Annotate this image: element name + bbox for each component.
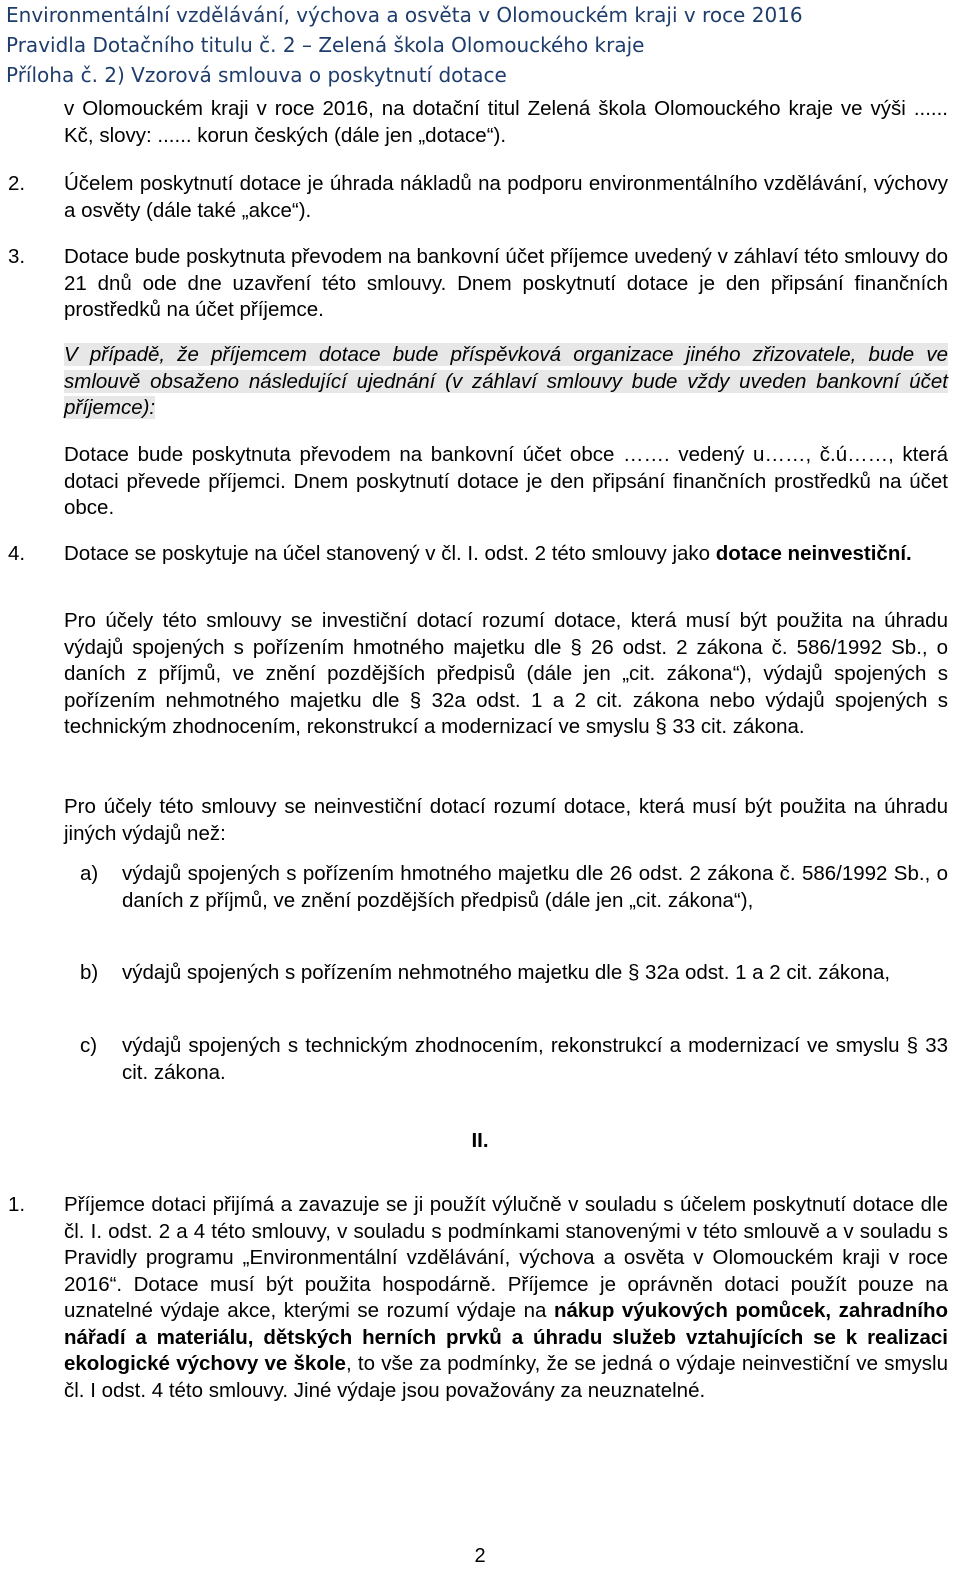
non-investment-definition: Pro účely této smlouvy se neinvestiční dotací rozumí dotace, která musí být použita na úhradu jiných výdajů než: bbox=[64, 795, 948, 845]
list-b-text: výdajů spojených s pořízením nehmotného majetku dle § 32a odst. 1 a 2 cit. zákona, bbox=[122, 961, 891, 984]
item-3-note bbox=[64, 342, 948, 422]
page-number: 2 bbox=[474, 1545, 486, 1567]
item-3-clause: Dotace bude poskytnuta převodem na bankovní účet obce ……. vedený u……, č.ú……, která dotaci převede příjemci. Dnem poskytnutí dotace je den připsání finančních prostředků na účet obce. bbox=[64, 443, 948, 519]
section-heading: II. bbox=[471, 1129, 489, 1152]
header-rules: Pravidla Dotačního titulu č. 2 – Zelená škola Olomouckého kraje bbox=[6, 33, 645, 57]
item-4-text-plain: Dotace se poskytuje na účel stanovený v čl. I. odst. 2 této smlouvy jako bbox=[64, 542, 716, 565]
header-attachment: Příloha č. 2) Vzorová smlouva o poskytnutí dotace bbox=[6, 63, 507, 87]
list-c-text: výdajů spojených s technickým zhodnocením, rekonstrukcí a modernizací ve smyslu § 33 cit. zákona. bbox=[122, 1034, 948, 1084]
section-2-item-1-number: 1. bbox=[8, 1193, 26, 1216]
s2-text-a: Příjemce dotaci přijímá a zavazuje se ji použít výlučně v souladu s účelem poskytnutí dotace dle čl. I. odst. 2 a 4 této smlouvy, v souladu s podmínkami stanovenými v této smlouvě a v souladu s Pravidly programu „Environmentální vzdělávání, výchova a osvěta v Olomouckém kraji v roce 2016“. Dotace musí být použita hospodárně. Příjemce je oprávněn dotaci použít pouze na uznatelné výdaje akce, kterými se rozumí výdaje na bbox=[64, 1193, 948, 1322]
item-3-text: Dotace bude poskytnuta převodem na bankovní účet příjemce uvedený v záhlaví této smlouvy do 21 dnů ode dne uzavření této smlouvy. Dnem poskytnutí dotace je den připsání finančních prostředků na účet příjemce. bbox=[64, 245, 948, 321]
list-a-label: a) bbox=[80, 862, 99, 885]
section-2-item-1-text bbox=[64, 1192, 948, 1404]
item-2-number: 2. bbox=[8, 172, 26, 195]
list-a-text: výdajů spojených s pořízením hmotného majetku dle 26 odst. 2 zákona č. 586/1992 Sb., o daních z příjmů, ve znění pozdějších předpisů (dále jen „cit. zákona“), bbox=[122, 862, 948, 912]
page-header bbox=[6, 0, 803, 90]
list-c-label: c) bbox=[80, 1034, 98, 1057]
item-3-number: 3. bbox=[8, 245, 26, 268]
item-4-text-bold: dotace neinvestiční. bbox=[715, 542, 912, 565]
item-2-text: Účelem poskytnutí dotace je úhrada nákladů na podporu environmentálního vzdělávání, výchovy a osvěty (dále také „akce“). bbox=[64, 172, 948, 222]
s2-text-b: , to vše za podmínky, že se jedná o výdaje neinvestiční ve smyslu čl. I odst. 4 této smlouvy. Jiné výdaje jsou považovány za neuznatelné. bbox=[64, 1352, 948, 1402]
item-4-text bbox=[64, 541, 948, 568]
list-b-label: b) bbox=[80, 961, 99, 984]
item-3-note-text: V případě, že příjemcem dotace bude příspěvková organizace jiného zřizovatele, bude ve smlouvě obsaženo následující ujednání (v záhlaví smlouvy bude vždy uveden bankovní účet příjemce): bbox=[64, 343, 948, 419]
investment-definition: Pro účely této smlouvy se investiční dotací rozumí dotace, která musí být použita na úhradu výdajů spojených s pořízením hmotného majetku dle § 26 odst. 2 zákona č. 586/1992 Sb., o daních z příjmů, ve znění pozdějších předpisů (dále jen „cit. zákona“), výdajů spojených s pořízením nehmotného majetku dle § 32a odst. 1 a 2 cit. zákona nebo výdajů spojených s technickým zhodnocením, rekonstrukcí a modernizací ve smyslu § 33 cit. zákona. bbox=[64, 609, 948, 738]
intro-paragraph: v Olomouckém kraji v roce 2016, na dotační titul Zelená škola Olomouckého kraje ve výši ...... Kč, slovy: ...... korun českých (dále jen „dotace“). bbox=[64, 97, 948, 147]
s2-text-bold: nákup výukových pomůcek, zahradního nářadí a materiálu, dětských herních prvků a úhradu služeb vztahujících se k realizaci ekologické výchovy ve škole bbox=[64, 1299, 948, 1375]
header-title: Environmentální vzdělávání, výchova a osvěta v Olomouckém kraji v roce 2016 bbox=[6, 3, 803, 27]
item-4-number: 4. bbox=[8, 542, 26, 565]
